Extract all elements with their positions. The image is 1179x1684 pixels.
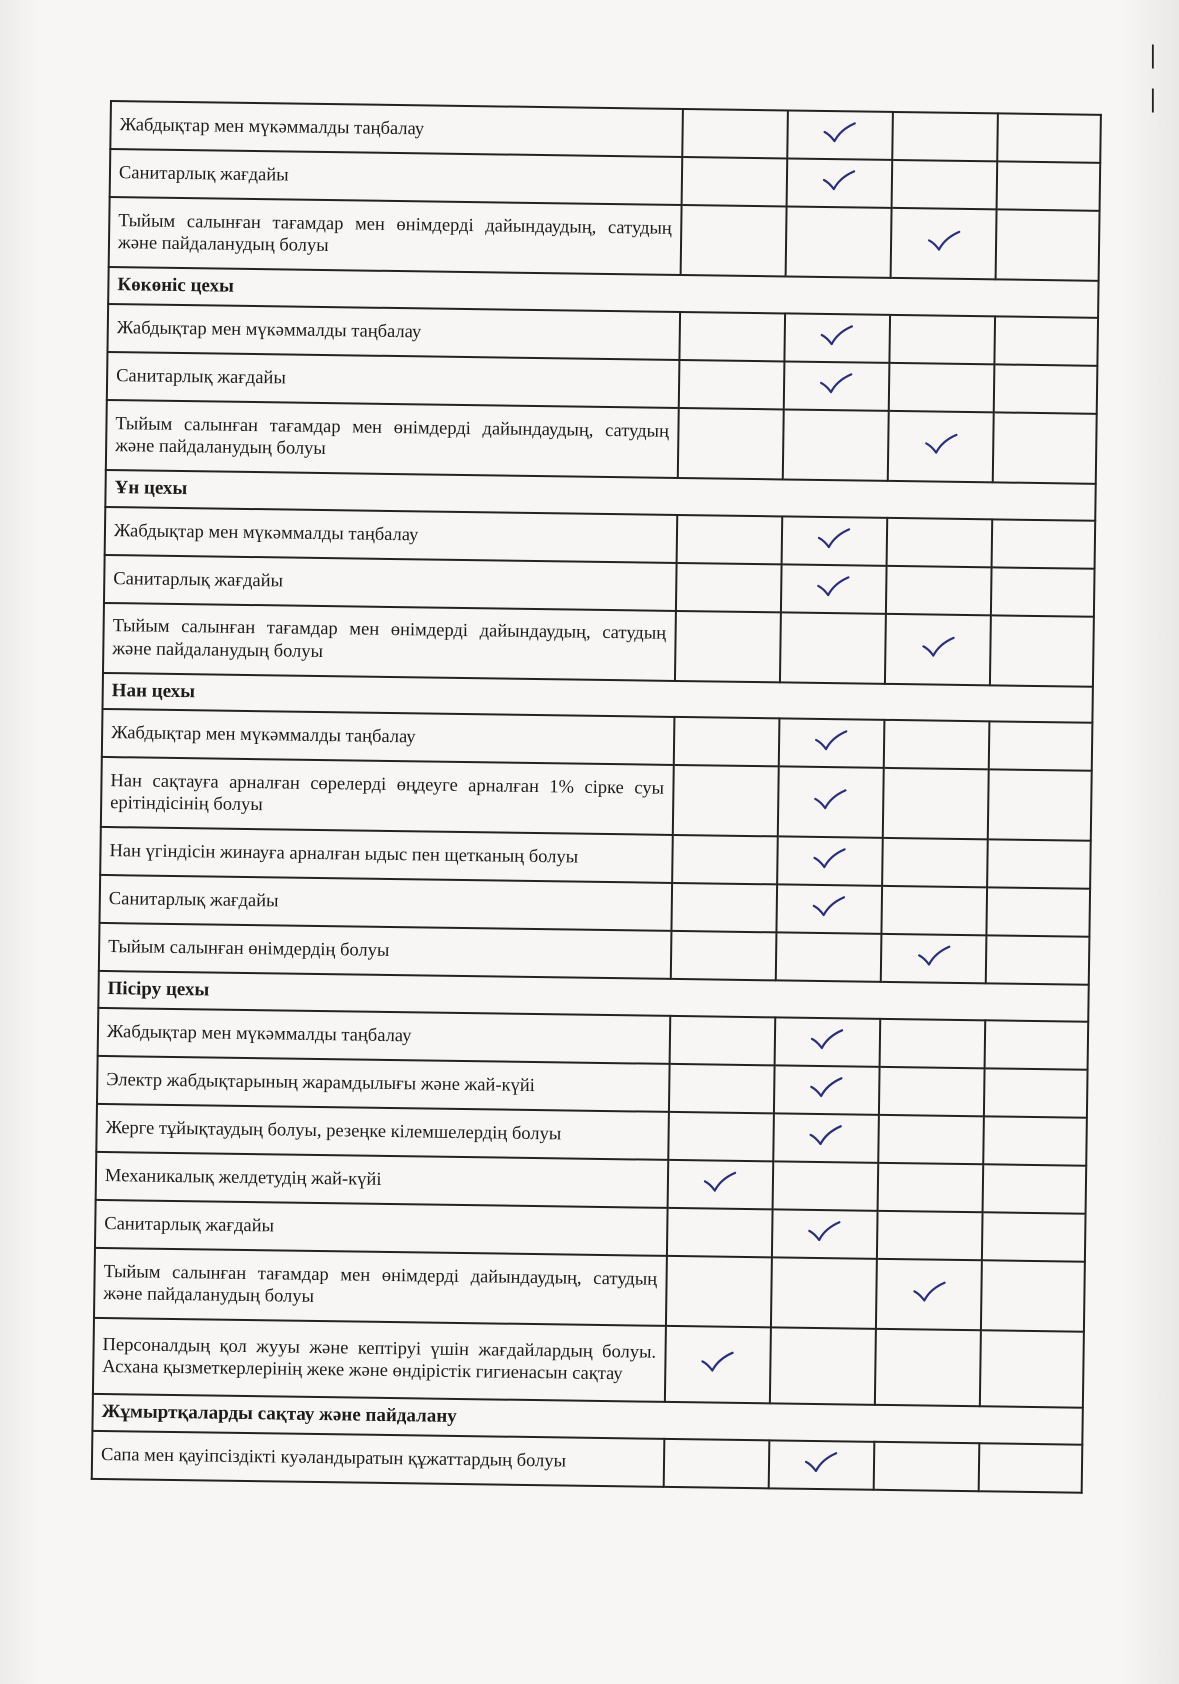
criterion-label: Сапа мен қауіпсіздікті куәландыратын құжаттардың болуы [92,1431,664,1487]
inspection-checklist-table [91,100,1102,1494]
assessment-cell-col3 [892,112,998,161]
assessment-cell-col4 [996,209,1100,280]
assessment-cell-col4 [981,1260,1085,1331]
check-mark-icon [812,895,846,917]
assessment-cell-col3 [889,363,995,412]
check-mark-icon [817,526,851,548]
assessment-cell-col2 [787,110,893,159]
assessment-cell-col2 [774,1018,880,1067]
assessment-cell-col4 [995,316,1098,365]
check-mark-icon [700,1350,734,1372]
assessment-cell-col4 [985,1021,1088,1070]
checklist-row [93,1318,1084,1408]
assessment-cell-col2 [781,516,887,565]
assessment-cell-col1 [671,883,777,932]
assessment-cell-col3 [884,720,990,769]
assessment-cell-col2 [780,612,886,683]
assessment-cell-col4 [986,936,1089,985]
assessment-cell-col1 [678,360,784,409]
assessment-cell-col3 [886,565,992,614]
assessment-cell-col3 [877,1211,983,1260]
criterion-label: Санитарлық жағдайы [100,875,672,931]
criterion-label: Жабдықтар мен мүкәммалды таңбалау [110,101,682,157]
assessment-cell-col2 [781,564,887,613]
assessment-cell-col3 [878,1163,984,1212]
assessment-cell-col2 [777,837,883,886]
check-mark-icon [823,121,857,143]
assessment-cell-col3 [883,768,989,839]
assessment-cell-col3 [878,1115,984,1164]
assessment-cell-col3 [887,517,993,566]
assessment-cell-col2 [776,885,882,934]
check-mark-icon [813,847,847,869]
assessment-cell-col2 [774,1066,880,1115]
criterion-label: Жабдықтар мен мүкәммалды таңбалау [105,507,677,563]
assessment-cell-col3 [874,1442,980,1491]
assessment-cell-col1 [681,157,787,206]
assessment-cell-col2 [786,158,892,207]
check-mark-icon [814,729,848,751]
check-mark-icon [810,1076,844,1098]
assessment-cell-col1 [667,1160,773,1209]
assessment-cell-col1 [682,109,788,158]
assessment-cell-col4 [992,519,1095,568]
assessment-cell-col4 [987,840,1090,889]
criterion-label: Санитарлық жағдайы [107,352,679,408]
assessment-cell-col2 [783,409,889,480]
criterion-label: Тыйым салынған өнімдердің болуы [99,923,671,979]
check-mark-icon [808,1220,842,1242]
criterion-label: Санитарлық жағдайы [110,149,682,205]
assessment-cell-col3 [882,886,988,935]
criterion-label: Жабдықтар мен мүкәммалды таңбалау [107,304,679,360]
criterion-label: Нан үгіндісін жинауға арналған ыдыс пен щетканың болуы [100,827,672,883]
assessment-cell-col2 [776,933,882,982]
check-mark-icon [804,1451,838,1473]
assessment-cell-col1 [663,1439,769,1488]
section-title: Ұн цехы [105,470,1095,521]
assessment-cell-col1 [680,205,786,276]
criterion-label: Электр жабдықтарының жарамдылығы және жай-күйі [97,1056,669,1112]
assessment-cell-col2 [772,1210,878,1259]
check-mark-icon [814,788,848,810]
criterion-label: Механикалық желдетудің жай-күйі [96,1152,668,1208]
assessment-cell-col4 [991,567,1094,616]
edge-mark: | [1150,40,1156,69]
section-title: Нан цехы [102,673,1092,724]
criterion-label: Санитарлық жағдайы [95,1200,667,1256]
criterion-label: Тыйым салынған тағамдар мен өнімдерді дайындаудың, сатудың және пайдаланудың болуы [109,197,681,275]
assessment-cell-col3 [892,160,998,209]
assessment-cell-col1 [673,717,779,766]
criterion-label: Тыйым салынған тағамдар мен өнімдерді дайындаудың, сатудың және пайдаланудың болуы [94,1248,666,1326]
assessment-cell-col1 [674,611,780,682]
assessment-cell-col4 [979,1443,1082,1492]
check-mark-icon [809,1124,843,1146]
assessment-cell-col2 [784,313,890,362]
assessment-cell-col1 [672,765,778,836]
assessment-cell-col3 [888,411,994,482]
assessment-cell-col2 [778,767,884,838]
assessment-cell-col2 [785,206,891,277]
assessment-cell-col4 [987,888,1090,937]
assessment-cell-col3 [885,613,991,684]
assessment-cell-col4 [989,722,1092,771]
check-mark-icon [819,372,853,394]
check-mark-icon [917,945,951,967]
check-mark-icon [822,169,856,191]
assessment-cell-col1 [679,312,785,361]
assessment-cell-col4 [997,161,1100,210]
section-title: Жұмыртқаларды сақтау және пайдалану [92,1394,1082,1445]
assessment-cell-col4 [984,1068,1087,1117]
assessment-cell-col4 [994,364,1097,413]
criterion-label: Нан сақтауға арналған сөрелерді өңдеуге арналған 1% сірке суы ерітіндісінің болуы [101,757,673,835]
assessment-cell-col4 [982,1212,1085,1261]
section-title: Пісіру цехы [98,971,1088,1022]
assessment-cell-col1 [666,1208,772,1257]
assessment-cell-col4 [998,113,1101,162]
assessment-cell-col1 [670,931,776,980]
assessment-cell-col3 [879,1067,985,1116]
assessment-cell-col4 [983,1164,1086,1213]
check-mark-icon [921,635,955,657]
criterion-label: Санитарлық жағдайы [104,555,676,611]
assessment-cell-col1 [672,835,778,884]
assessment-cell-col2 [770,1328,876,1405]
edge-mark: | [1150,84,1156,113]
assessment-cell-col1 [668,1112,774,1161]
assessment-cell-col1 [665,1256,771,1327]
criterion-label: Жабдықтар мен мүкәммалды таңбалау [98,1008,670,1064]
assessment-cell-col4 [988,770,1092,841]
assessment-cell-col3 [890,315,996,364]
assessment-cell-col1 [677,408,783,479]
assessment-cell-col2 [771,1258,877,1329]
assessment-cell-col3 [880,1019,986,1068]
criterion-label: Персоналдың қол жууы және кептіруі үшін жағдайлардың болуы. Асхана қызметкерлерінің жеке және өндірістік гигиенасын сақтау [93,1318,666,1402]
check-mark-icon [924,432,958,454]
criterion-label: Жерге тұйықтаудың болуы, резеңке кілемшелердің болуы [96,1104,668,1160]
check-mark-icon [912,1280,946,1302]
assessment-cell-col4 [993,412,1097,483]
check-mark-icon [810,1028,844,1050]
assessment-cell-col2 [773,1114,879,1163]
criterion-label: Тыйым салынған тағамдар мен өнімдерді дайындаудың, сатудың және пайдаланудың болуы [103,603,675,681]
assessment-cell-col3 [881,934,987,983]
assessment-cell-col2 [784,361,890,410]
check-mark-icon [820,324,854,346]
check-mark-icon [817,574,851,596]
assessment-cell-col3 [876,1259,982,1330]
check-mark-icon [703,1170,737,1192]
assessment-cell-col2 [768,1440,874,1489]
criterion-label: Жабдықтар мен мүкәммалды таңбалау [102,709,674,765]
assessment-cell-col1 [664,1326,770,1403]
assessment-cell-col1 [676,515,782,564]
assessment-cell-col4 [984,1116,1087,1165]
assessment-cell-col1 [668,1064,774,1113]
check-mark-icon [927,229,961,251]
assessment-cell-col1 [669,1016,775,1065]
section-title: Көкөніс цехы [108,267,1098,318]
assessment-cell-col3 [875,1329,981,1406]
criterion-label: Тыйым салынған тағамдар мен өнімдерді дайындаудың, сатудың және пайдаланудың болуы [106,400,678,478]
assessment-cell-col3 [891,208,997,279]
assessment-cell-col3 [882,838,988,887]
assessment-cell-col2 [772,1162,878,1211]
assessment-cell-col4 [990,615,1094,686]
assessment-cell-col1 [675,563,781,612]
assessment-cell-col4 [980,1330,1084,1407]
assessment-cell-col2 [779,719,885,768]
